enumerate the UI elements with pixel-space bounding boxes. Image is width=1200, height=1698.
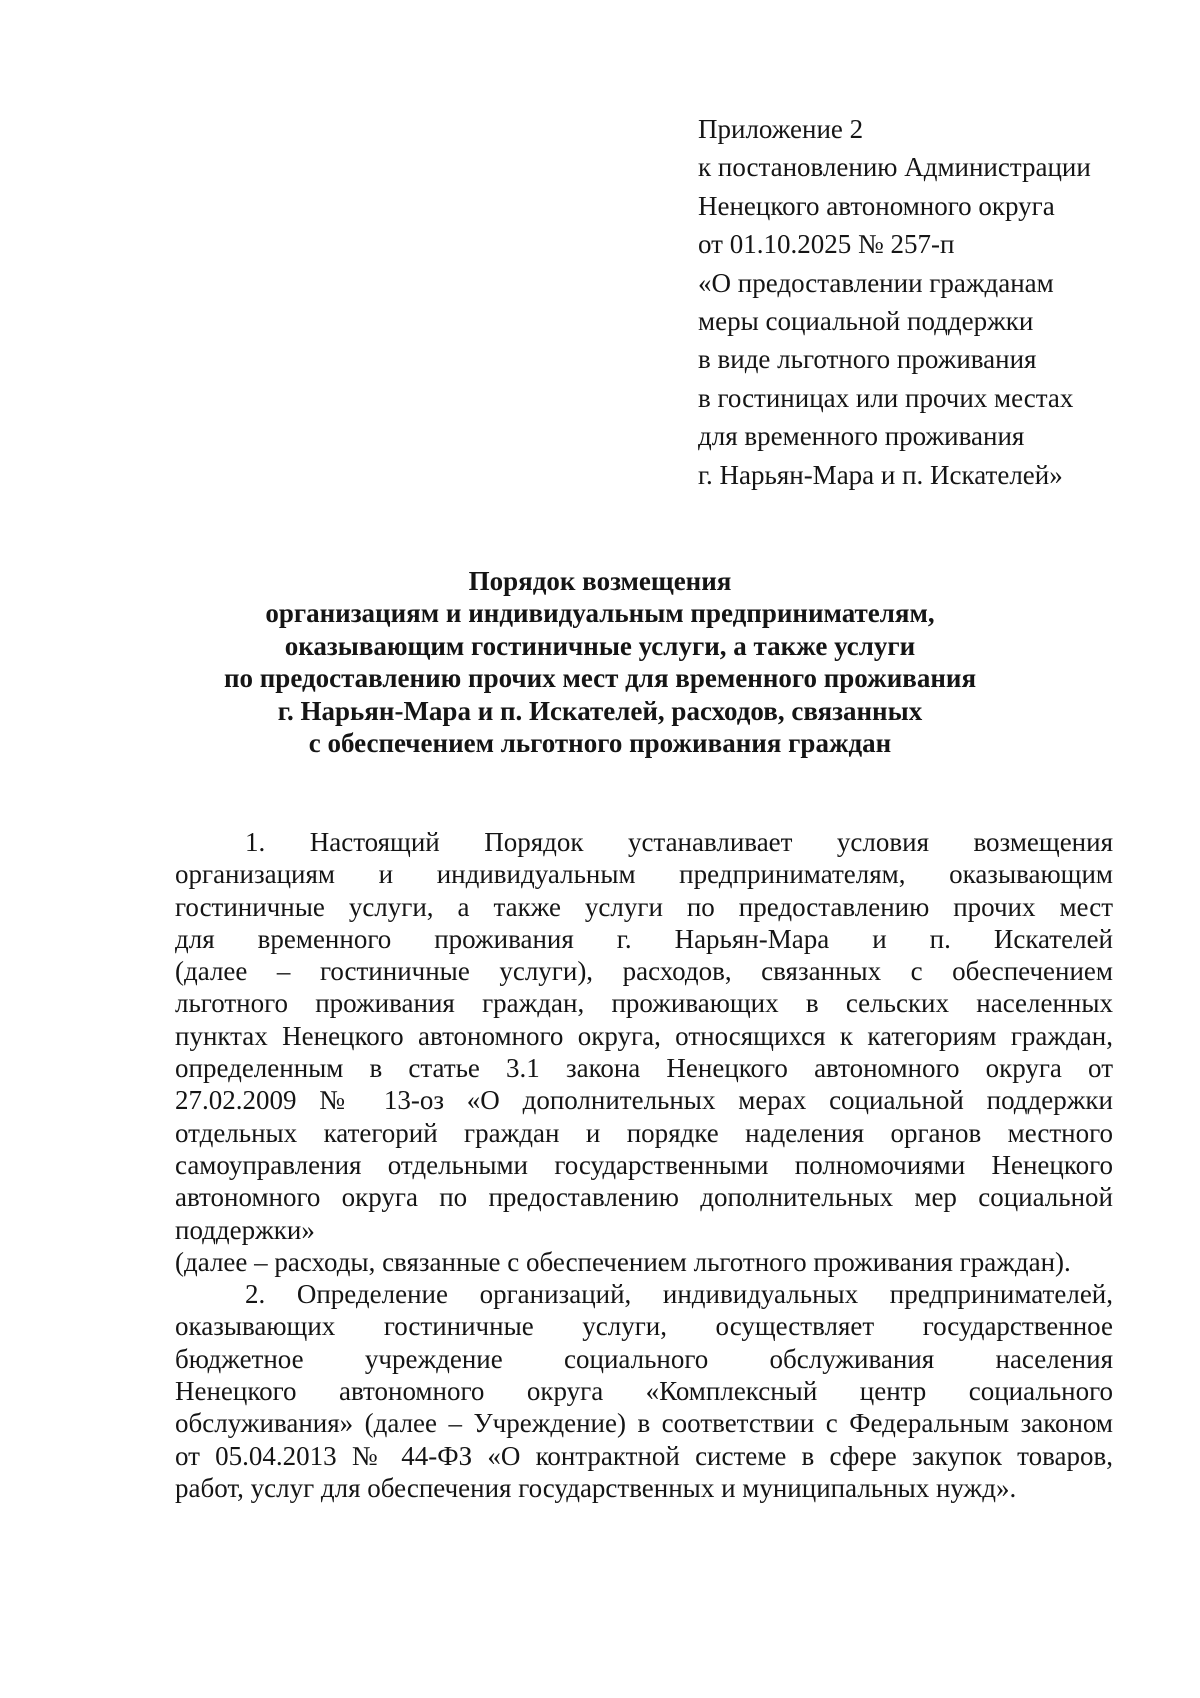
paragraph-1-line: (далее – гостиничные услуги), расходов, связанных с обеспечением (175, 956, 1113, 987)
paragraph-2-line: работ, услуг для обеспечения государственных и муниципальных нужд». (175, 1472, 1017, 1503)
paragraph-2-line: оказывающих гостиничные услуги, осуществляет государственное (175, 1311, 1113, 1342)
paragraph-1-line: автономного округа по предоставлению дополнительных мер социальной (175, 1182, 1113, 1213)
paragraph-1-line: организациям и индивидуальным предпринимателям, оказывающим (175, 859, 1113, 890)
title-line: Порядок возмещения (468, 566, 732, 596)
title-line: с обеспечением льготного проживания граждан (308, 728, 892, 759)
paragraph-2-line: от 05.04.2013 № 44-ФЗ «О контрактной системе в сфере закупок товаров, (175, 1440, 1113, 1471)
title-line: организациям и индивидуальным предпринимателям, (265, 598, 935, 629)
paragraph-2-line: Ненецкого автономного округа «Комплексный центр социального (175, 1376, 1113, 1407)
annex-line: в виде льготного проживания (698, 344, 1037, 375)
paragraph-1-line: 27.02.2009 № 13-оз «О дополнительных мерах социальной поддержки (175, 1085, 1113, 1116)
paragraph-2-line: 2. Определение организаций, индивидуальных предпринимателей, (245, 1279, 1113, 1310)
paragraph-1-line: пунктах Ненецкого автономного округа, относящихся к категориям граждан, (175, 1020, 1113, 1051)
paragraph-1-line: льготного проживания граждан, проживающих в сельских населенных (175, 988, 1113, 1019)
paragraph-1-line: самоуправления отдельными государственными полномочиями Ненецкого (175, 1149, 1113, 1180)
annex-line: г. Нарьян-Мара и п. Искателей» (698, 459, 1063, 490)
annex-header-block (698, 110, 1168, 494)
annex-line: в гостиницах или прочих местах (698, 382, 1074, 413)
document-body (175, 826, 1113, 1504)
paragraph-1-line: отдельных категорий граждан и порядке наделения органов местного (175, 1117, 1113, 1148)
annex-line: Ненецкого автономного округа (698, 190, 1055, 221)
annex-line: «О предоставлении гражданам (698, 267, 1054, 298)
paragraph-1-line: (далее – расходы, связанные с обеспечением льготного проживания граждан). (175, 1246, 1071, 1277)
annex-line: для временного проживания (698, 421, 1025, 452)
title-line: оказывающим гостиничные услуги, а также услуги (284, 630, 916, 661)
paragraph-1-line: определенным в статье 3.1 закона Ненецкого автономного округа от (175, 1053, 1113, 1084)
paragraph-1-line: поддержки» (175, 1214, 315, 1245)
paragraph-1-line: для временного проживания г. Нарьян-Мара и п. Искателей (175, 923, 1113, 954)
paragraph-2-line: бюджетное учреждение социального обслуживания населения (175, 1343, 1113, 1374)
annex-line: к постановлению Администрации (698, 152, 1091, 183)
title-line: по предоставлению прочих мест для временного проживания (223, 663, 977, 694)
paragraph-2-line: обслуживания» (далее – Учреждение) в соответствии с Федеральным законом (175, 1408, 1113, 1439)
annex-line: меры социальной поддержки (698, 306, 1034, 337)
paragraph-1-line: 1. Настоящий Порядок устанавливает условия возмещения (245, 827, 1113, 857)
annex-line: от 01.10.2025 № 257-п (698, 229, 955, 260)
paragraph-1-line: гостиничные услуги, а также услуги по предоставлению прочих мест (175, 891, 1113, 922)
document-title (100, 565, 1100, 759)
annex-line: Приложение 2 (698, 114, 864, 144)
title-line: г. Нарьян-Мара и п. Искателей, расходов, связанных (277, 695, 923, 726)
